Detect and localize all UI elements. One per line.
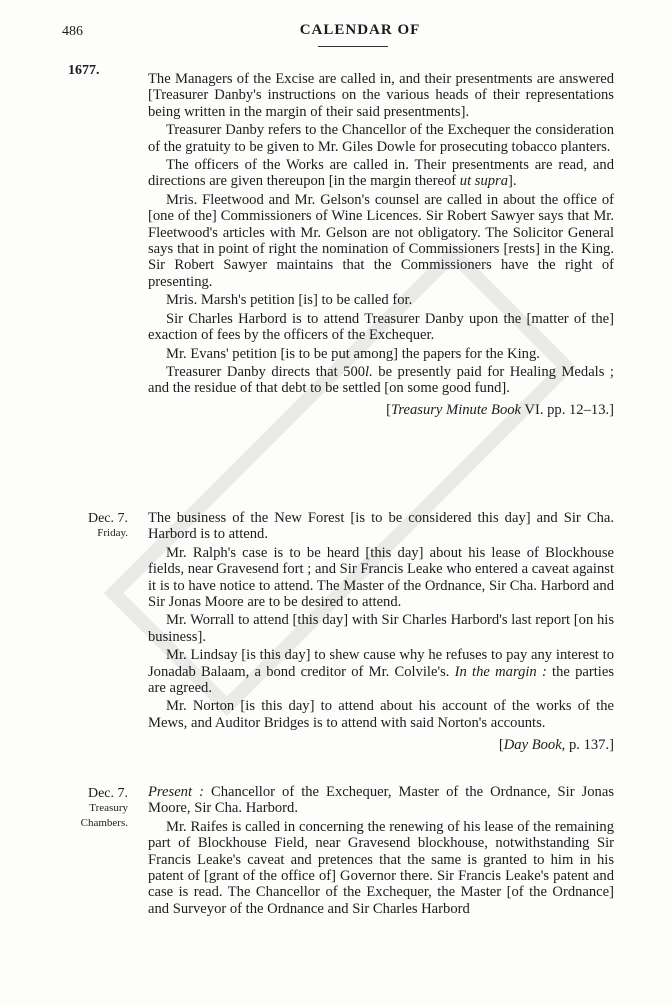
header-rule: [318, 46, 388, 47]
paragraph: Mr. Ralph's case is to be heard [this day] about his lease of Blockhouse fields, near Gravesend fort ; and Sir Francis Leake who entered a caveat against it is to have notice to attend. The Master of the Ordnance, Sir Cha. Harbord and Sir Jonas Moore are to be desired to attend.: [148, 544, 614, 611]
paragraph: Mris. Marsh's petition [is] to be called for.: [166, 292, 413, 309]
margin-date: Dec. 7. Friday.: [87, 511, 128, 539]
paragraph-lindsay: Mr. Lindsay [is this day] to shew cause why he refuses to pay any interest to Jonadab Balaam, a bond creditor of Mr. Colvile's. In the margin : the parties are agreed.: [148, 647, 615, 697]
section-treasury-chambers: [148, 784, 614, 919]
paragraph: Mr. Raifes is called in concerning the renewing of his lease of the remaining part of Blockhouse Field, near Gravesend blockhouse, notwithstanding Sir Francis Leake's caveat and pretences that the same is granted to him in his patent of [grant of the office of] Governor there. Sir Francis Leake's patent and case is read. The Chancellor of the Exchequer, the Master [of the Ordnance] and Surveyor of the Ordnance and Sir Charles Harbord: [148, 818, 614, 917]
paragraph: Mr. Norton [is this day] to attend about his account of the works of the Mews, and Auditor Bridges is to attend with said Norton's accounts.: [148, 698, 614, 731]
section-day-book: [148, 510, 614, 754]
paragraph: The Managers of the Excise are called in, and their presentments are answered [Treasurer Danby's instructions on the various heads of their representations being written in the margin of their said presentments].: [148, 71, 614, 120]
year-label: 1677.: [68, 63, 100, 78]
paragraph: Sir Charles Harbord is to attend Treasurer Danby upon the [matter of the] exaction of fees by the officers of the Exchequer.: [148, 310, 614, 344]
paragraph: The business of the New Forest [is to be considered this day] and Sir Cha. Harbord is to attend.: [148, 510, 614, 543]
paragraph-healing: Treasurer Danby directs that 500l. be presently paid for Healing Medals ; and the residue of that debt to be settled [on some good fund].: [148, 363, 614, 397]
paragraph: Treasurer Danby refers to the Chancellor of the Exchequer the consideration of the gratuity to be given to Mr. Giles Dowle for prosecuting tobacco planters.: [148, 122, 614, 155]
paragraph: Mris. Fleetwood and Mr. Gelson's counsel are called in about the office of [one of the] Commissioners of Wine Licences. Sir Robert Sawyer says that Mr. Fleetwood's articles with Mr. Gelson are not obligatory. The Solicitor General says that in point of right the nomination of Commissioners [rests] in the King. Sir Robert Sawyer maintains that the Commissioners have the right of presenting.: [148, 191, 614, 290]
running-title: CALENDAR OF: [299, 22, 421, 38]
page-number: 486: [62, 24, 83, 39]
source-citation: [Treasury Minute Book VI. pp. 12–13.]: [386, 401, 614, 418]
paragraph: Mr. Evans' petition [is to be put among] the papers for the King.: [166, 345, 540, 362]
present-line: Present : Chancellor of the Exchequer, Master of the Ordnance, Sir Jonas Moore, Sir Cha. Harbord.: [148, 784, 615, 817]
paragraph-works: The officers of the Works are called in. Their presentments are read, and directions are given thereupon [in the margin thereof ut supra].: [148, 157, 614, 190]
page-header: [0, 18, 672, 48]
section-treasury-minute: [148, 71, 614, 419]
paragraph: Mr. Worrall to attend [this day] with Sir Charles Harbord's last report [on his business].: [148, 612, 614, 645]
margin-date: Dec. 7. Treasury Chambers.: [80, 786, 128, 829]
source-citation: [Day Book, p. 137.]: [498, 737, 614, 754]
